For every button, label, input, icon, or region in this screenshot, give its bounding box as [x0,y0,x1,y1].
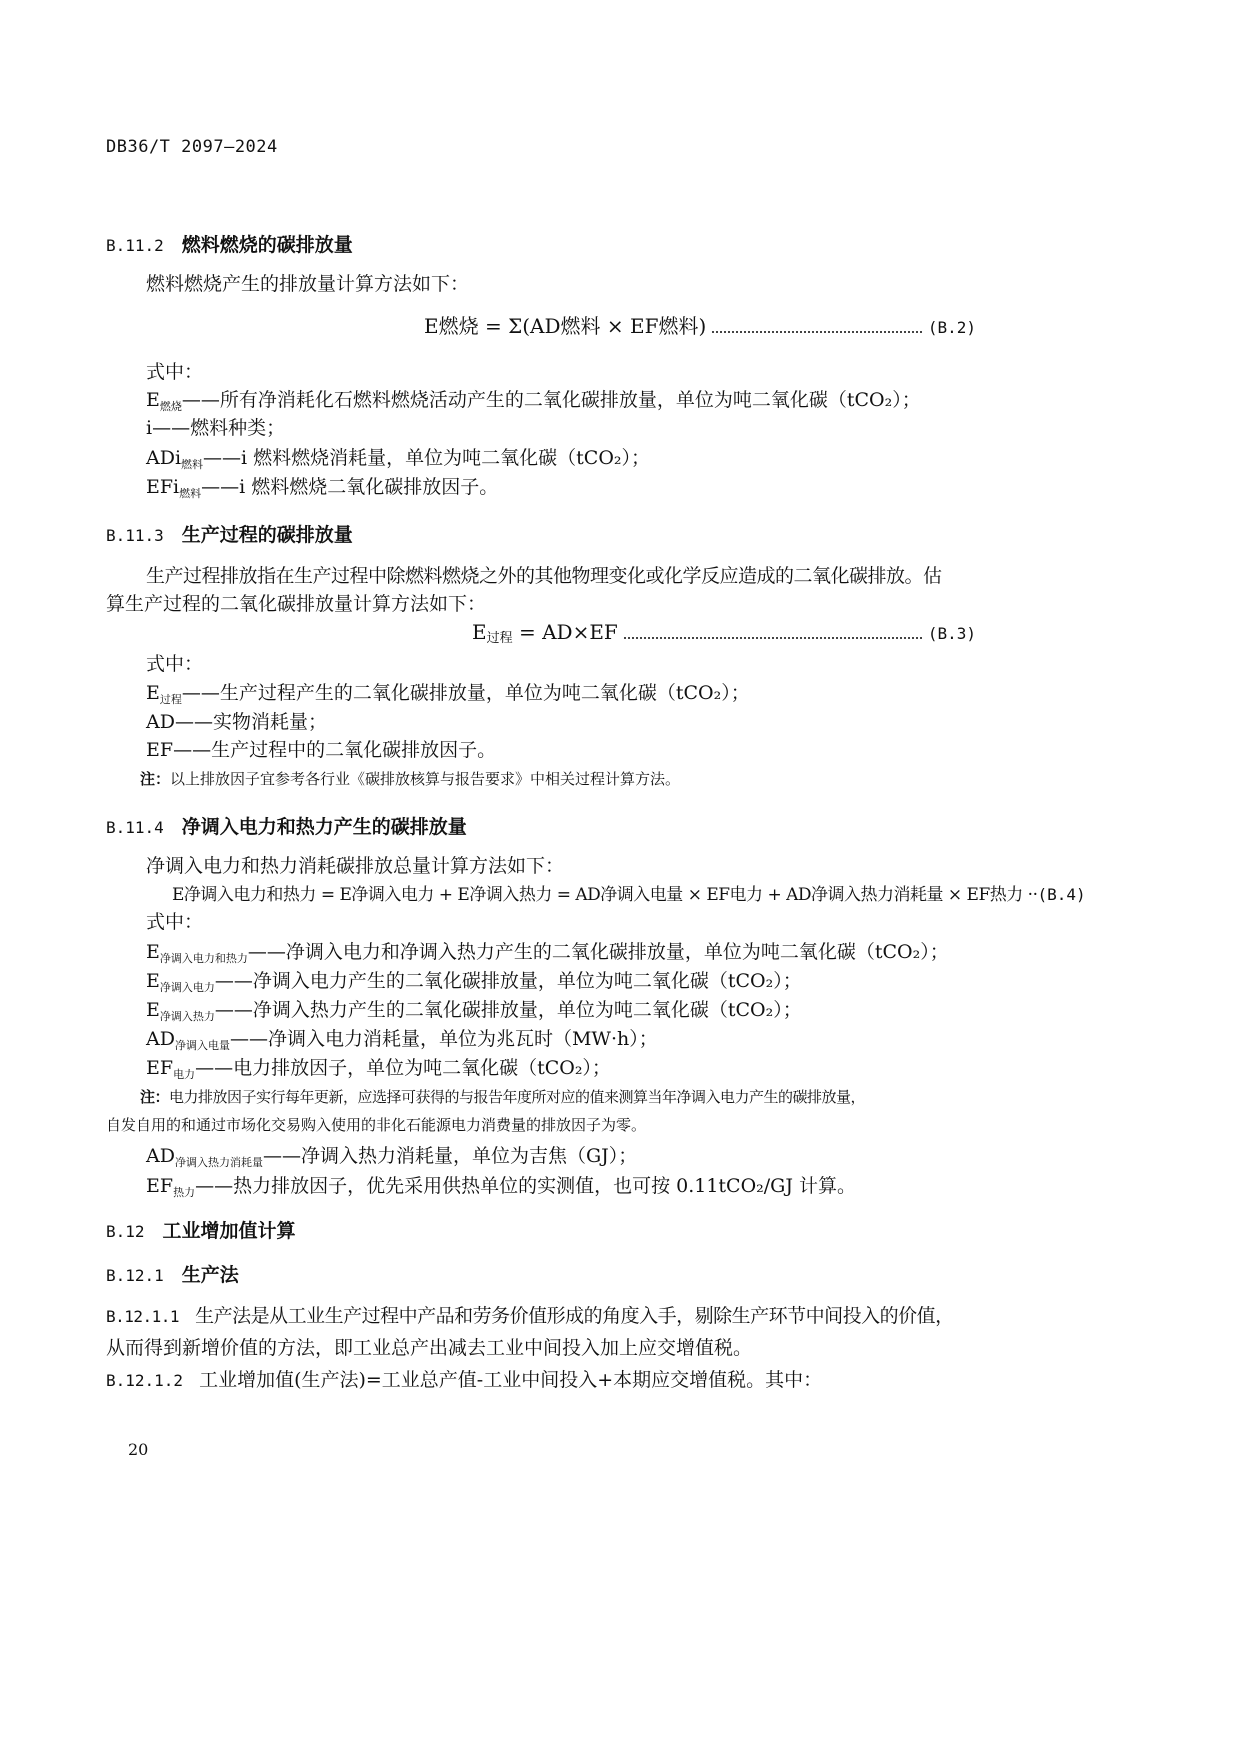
definition-line: ADi$_{燃料}$——i 燃料燃烧消耗量，单位为吨二氧化碳（tCO₂）； [146,447,651,471]
section-heading-b11-2 [106,230,353,257]
where-label: 式中： [146,361,204,383]
definition-line: $EF_{热力}——$热力排放因子，优先采用供热单位的实测值，也可按 0.11tCO₂/GJ 计算。 [146,1175,857,1199]
equation-b2 [424,310,976,339]
formula: E燃烧 = Σ(AD燃料 × EF燃料) [424,314,707,338]
definition-line: EF——生产过程中的二氧化碳排放因子。 [146,739,497,761]
definition-line: $E_{净调入电力}——$净调入电力产生的二氧化碳排放量，单位为吨二氧化碳（tCO₂）； [146,970,802,994]
equation-number: (B.3) [927,624,976,643]
definition-line: EFi$_{燃料}$——i 燃料燃烧二氧化碳排放因子。 [146,476,499,500]
section-title: 燃料燃烧的碳排放量 [181,234,353,256]
definition-line: i——燃料种类； [146,417,286,439]
section-heading-b12-1: B.12.1 生产法 [106,1264,239,1286]
definition-line: $E_{净调入电力和热力}——$净调入电力和净调入热力产生的二氧化碳排放量，单位为吨二氧化碳（tCO₂）； [146,941,949,965]
where-label: 式中： [146,653,204,675]
section-heading-b12: B.12 工业增加值计算 [106,1220,296,1242]
section-number: B.11.2 [106,236,164,255]
definition-line: AD——实物消耗量； [146,711,327,733]
equation-number: (B.2) [927,318,976,337]
paragraph-line: 生产过程排放指在生产过程中除燃料燃烧之外的其他物理变化或化学反应造成的二氧化碳排放。估 [146,565,942,587]
clause-b12-1-1: B.12.1.1 生产法是从工业生产过程中产品和劳务价值形成的角度入手，剔除生产环节中间投入的价值， [106,1305,954,1327]
definition-line: $AD_{净调入电量}——$净调入电力消耗量，单位为兆瓦时（MW·h）； [146,1028,658,1052]
equation-b4 [172,880,1086,905]
paragraph-line: 算生产过程的二氧化碳排放量计算方法如下： [106,593,487,615]
document-code: DB36/T 2097—2024 [106,137,278,157]
definition-line: $E_{过程}——$生产过程产生的二氧化碳排放量，单位为吨二氧化碳（tCO₂）； [146,682,750,706]
note-line: 自发自用的和通过市场化交易购入使用的非化石能源电力消费量的排放因子为零。 [106,1116,647,1134]
equation-b3 [472,620,976,646]
section-heading-b11-4: B.11.4 净调入电力和热力产生的碳排放量 [106,816,467,838]
section-heading-b11-3: B.11.3 生产过程的碳排放量 [106,524,353,546]
formula: E净调入电力和热力 = E净调入电力 + E净调入热力 = AD净调入电量 × EF电力 + AD净调入热力消耗量 × EF热力 ·· [172,885,1038,905]
definition-line: $EF_{电力}——$电力排放因子，单位为吨二氧化碳（tCO₂）； [146,1057,611,1081]
definition-line: $AD_{净调入热力消耗量}——$净调入热力消耗量，单位为吉焦（GJ）； [146,1145,638,1169]
note-line: 注：电力排放因子实行每年更新，应选择可获得的与报告年度所对应的值来测算当年净调入电力产生的碳排放量， [140,1088,866,1106]
paragraph: 燃料燃烧产生的排放量计算方法如下： [146,273,470,295]
where-label: 式中： [146,911,204,933]
definition-line: $E_{燃烧}——$所有净消耗化石燃料燃烧活动产生的二氧化碳排放量，单位为吨二氧化碳（tCO₂）； [146,389,921,413]
clause-b12-1-2: B.12.1.2 工业增加值(生产法)=工业总产值-工业中间投入+本期应交增值税。其中： [106,1369,823,1391]
equation-number: (B.4) [1037,885,1086,904]
dot-leader [624,637,922,639]
formula: E过程 = AD×EF [472,620,618,646]
paragraph: 净调入电力和热力消耗碳排放总量计算方法如下： [146,855,565,877]
dot-leader [712,331,922,333]
paragraph-line: 从而得到新增价值的方法，即工业总产出减去工业中间投入加上应交增值税。 [106,1337,753,1359]
page-number: 20 [128,1440,149,1459]
note: 注：以上排放因子宜参考各行业《碳排放核算与报告要求》中相关过程计算方法。 [140,770,681,788]
definition-line: $E_{净调入热力}——$净调入热力产生的二氧化碳排放量，单位为吨二氧化碳（tCO₂）； [146,999,802,1023]
